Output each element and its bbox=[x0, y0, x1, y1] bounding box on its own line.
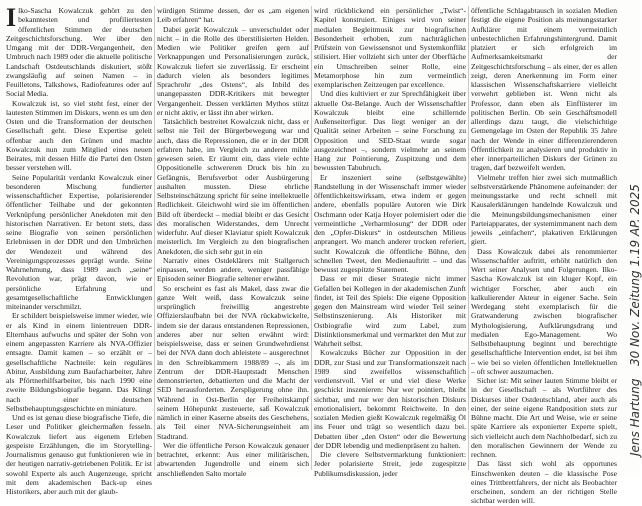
annotation-date: 30 Nov. Zeitung 1.19 AP. 2025 bbox=[628, 184, 642, 366]
article-paragraph: Dass er mit dieser Strategie nicht immer Gefallen bei Kollegen in der akademischen Zunft findet, ist Teil des Spiels: Die eigene Opposition gegen den Mainstream wird wieder Teil seiner Selbstinszenierung. Als Historiker mit Ostbiografie wird zum Label, zum Distinktionsmerkmal und vermarktet den Mut zur Wahrheit selbst. bbox=[314, 274, 466, 348]
drop-cap: I bbox=[6, 3, 17, 32]
handwritten-annotation bbox=[618, 16, 642, 456]
annotation-author: Jens Hartung bbox=[628, 378, 642, 456]
article-column-4 bbox=[471, 6, 617, 506]
article-paragraph: Seine Popularität verdankt Kowalczuk einer besonderen Mischung fundierter wissenschaftlicher Expertise, polarisierender öffentlicher Teilhabe und der gekonnten Verknüpfung persönlicher Anekdoten mit den historischen Narrativen. Er betont stets, dass seine Biografie von seinen persönlichen Erlebnissen in der DDR und den Umbrüchen der Wendezeit und während des Vereinigungsprozesses geprägt wurde. Seine Wahrnehmung, dass 1989 auch „seine“ Revolution war, prägt davon, wie er persönliche Erfahrung und gesamtgesellschaftliche Entwicklungen miteinander verschmilzt. bbox=[6, 172, 152, 311]
article-paragraph: Die clevere Selbstvermarktung funktioniert: Jeder polarisierte Streit, jede zugespitzte Publikumsdiskussion, jeder bbox=[314, 450, 466, 478]
article-paragraph: Tatsächlich bestreitet Kowalczuk nicht, dass er selbst nie Teil der Bürgerbewegung war und auch, dass die Repressionen, die er in der DDR erfahren habe, im Vergleich zu anderen milde gewesen seien. Er räumt ein, dass viele echte Oppositionelle schwereren Druck bis hin zu Gefängnis, Berufsverbot oder Ausbürgerung aushalten mussten. Diese ehrliche Selbsteinschätzung spricht für seine intellektuelle Redlichkeit. Gleichwohl wird sie im öffentlichen Bild oft überdeckt – medial bleibt er das Gesicht des moralischen Widerstandes, dem Unrecht widerfuhr. Auf dieser Klaviatur spielt Kowalczuk meisterlich. Im Vergleich zu den biografischen Anekdoten, die sich sehr gut in ein bbox=[157, 117, 309, 256]
article-paragraph: Ilko-Sascha Kowalczuk gehört zu den bekanntesten und profiliertesten öffentlichen Stimmen der deutschen Zeitgeschichtsforschung. Wer über den Umgang mit der DDR-Vergangenheit, den Umbruch nach 1989 oder die aktuelle politische Landschaft Ostdeutschlands diskutiert, stößt zwangsläufig auf seinen Namen – in Feuilletons, Talkshows, Radiofeatures oder auf Social Media. bbox=[6, 3, 152, 99]
column-divider bbox=[468, 6, 469, 470]
column-divider bbox=[311, 6, 312, 470]
column-divider bbox=[154, 6, 155, 470]
article-paragraph: öffentliche Schlagabtausch in sozialen Medien festigt die eigene Position als meinungsstarker Aufklärer mit einem vermeintlich unbestechlichen Erfahrungshintergrund. Damit platziert er sich erfolgreich im Aufmerksamkeitsmarkt der Zeitgeschichtsforschung – als einer, der es allen zeigt, deren Anerkennung im Form einer klassischen Wissenschaftskarriere vielleicht verwehrt geblieben ist. Wenn nicht als Professor, dann eben als Einflüsterer im politischen Berlin. Ob sein Geschäftsmodell allerdings dazu taugt, die vielschichtige Gemengelage im Osten der Republik 35 Jahre nach der Wende in einer differenzierenderen Öffentlichkeit zu analysieren und produktiv in eher innerparteilichen Diskurs der Grünen zu tragen, darf bezweifelt werden. bbox=[471, 6, 617, 173]
article-paragraph: Er schildert beispielsweise immer wieder, wie er als Kind in einem linientreuen DDR-Elternhaus aufwuchs und später der Sohn von einem angepassten Karriere als NVA-Offizier entsagte. Damit kamen – so erzählt er – gesellschaftliche Nachteile: kein reguläres Abitur, Ausbildung zum Baufacharbeiter, Jahre als Pförtnerhilfsarbeiter, bis nach 1990 eine zweite Bildungsbiografie begann. Das Klingt nach einer deutschen Selbstbehauptungsgeschichte en miniature. bbox=[6, 311, 152, 413]
article-paragraph: Sicher ist: Mit seiner lauten Stimme bleibt er in der Gesellschaft – als Wortführer des Diskurses über Ostdeutschland, aber auch als einer, der seine eigene Randposition stets zur Bühne macht. Die Art und Weise, wie er seine späte Karriere als exponierter Experte spielt, sich vielleicht auch dem Nachholbedarf, sich zu den moralischen Gewinnern der Wende zu rechnen. bbox=[471, 376, 617, 459]
article-paragraph: wird rückblickend ein persönlicher „Twist“-Kapitel konstruiert. Einiges wird von seiner medialen Begleitmusik zur biografischen Besonderheit erhoben, zum nachträglichen Prüfstein von Gewissensnot und Systemkonflikt stilisiert. Hier vollzieht sich unter der Oberfläche ein Umschreiben seiner Rolle, eine Metamorphose hin zum vermeintlich exemplarischen Zeitzeugen par excellence. bbox=[314, 6, 466, 89]
article-paragraph: Das lässt sich wohl als opportunes Einschwenken deuten – die klassische Pose eines Trittbrettfahrers, der nicht als Beobachter erscheinen, sondern an der richtigen Stelle sichtbar werden will. bbox=[471, 459, 617, 506]
article-column-1 bbox=[6, 3, 152, 496]
article-paragraph: Und es ist genau diese biografische Tiefe, die Leser und Politiker gleichermaßen fesseln. Kowalczuk liefert aus eigenem Erleben gespeiste Erzählungen, die im Storytelling-Journalismus genauso gut funktionieren wie in der heutigen narrativ-getriebenen Politik. Er ist sowohl Experte als auch Augenzeuge, spricht mit dem akademischen Back-up eines Historikers, aber auch mit der glaub- bbox=[6, 413, 152, 496]
article-column-2 bbox=[157, 6, 309, 478]
article-paragraph: Kowalczuk ist, so viel steht fest, einer der lautesten Stimmen im Diskurs, wenn es um den Osten und die Transformation der deutschen Gesellschaft geht. Diese Expertise geleit offenbar auch den Grünen und machte Kowalczuk nun zum Mitglied eines neuen Beirates, mit dessen Hilfe die Partei den Osten besser verstehen will. bbox=[6, 98, 152, 173]
article-paragraph: Narrativ eines Ostdeklärers mit Stallgeruch einpassen, werden andere, weniger passfähige Episoden seiner Biografie seltener erwähnt. bbox=[157, 255, 309, 284]
article-column-3 bbox=[314, 6, 466, 478]
article-paragraph: Vielmehr treffen hier zwei sich mutmaßlich selbstverstärkende Phänomene aufeinander: der meinungsstarke und recht schnell mit Kausalerklärungen handelnde Kowalczuk und die Meinungsbildungsmechanismen einer Parteiapparates, der systemimmanent nach dem jeweils „einfachen“, plakativen Erklärungen giert. bbox=[471, 172, 617, 247]
article-paragraph: Kowalczuks Bücher zur Opposition in der DDR, zur Stasi und zur Transformationszeit nach 1989 sind zweifellos wissenschaftlich verdienstvoll. Viel er und viel diese Werke geschickt inszenieren: Nur wer pointiert, bleibt sichtbar, und nur wer den historischen Diskurs emotionalisiert, bekommt Reichweite. In den sozialen Medien gießt Kowalczuk regelmäßig Öl ins Feuer und trägt so wesentlich dazu bei. Debatten über „den Osten“ oder die Bewertung der DDR lebendig und medienpräsent zu halten. bbox=[314, 348, 466, 450]
article-paragraph: So erscheint es fast als Makel, dass zwar die ganze Welt weiß, dass Kowalczuk seine ursprünglich freiwillig angestrebte Offizierslaufbahn bei der NVA rückabwickelte, indem sie der daraus entstandenen Repressionen, anderes aber nur selten erwähnt wird: beispielsweise, dass er seinen Grundwehrdienst bei der NVA dann doch ableistete – ausgerechnet in den Schreibkammern 1988/89 –, als im Zentrum der DDR-Hauptstadt Menschen demonstrierten, debattierten und die Macht der SED herausforderten. Zerspligerung ohne ihn. Während in Ost-Berlin der Freiheitskampf seinem Höhepunkt zusteuerte, saß Kowalczuk nämlich in einer Kaserne abseits des Geschehens, als Teil einer NVA-Sicherungseinheit am Stadtrand. bbox=[157, 283, 309, 441]
article-paragraph: Wer die öffentliche Person Kowalczuk genauer betrachtet, erkennt: Aus einer militärischen, abwartenden Jugendrolle und einem sich anschließenden Salto mortale bbox=[157, 440, 309, 478]
article-paragraph: Dabei gerät Kowalczuk – unverschuldet oder nicht – in die Rolle des überstilisierten Helden. Medien wie Politiker greifen gern auf Verknappungen und Personalisierungen zurück, Kowalczuk liefert sie zuverlässig. Er erscheint dadurch vielen als besonders legitimes Sprachrohr „des Ostens“, als Inbild des unangepassten DDR-Kritikers mit bewegter Vergangenheit. Dessen verklärten Mythos stützt er nicht aktiv, er lässt ihn aber wirken. bbox=[157, 24, 309, 117]
article-paragraph: Und dies kultiviert er zur Sprechfähigkeit über aktuelle Ost-Belange. Auch der Wissenschaftler Kowalczuk bleibt eine schillernde Außenseiterfigur. Das liegt weniger an der Qualität seiner Arbeiten – seine Forschung zu Opposition und SED-Staat wurde sogar ausgezeichnet –, sondern vielmehr an seinem Hang zur Pointierung, Zuspitzung und dem bewussten Tabubruch. bbox=[314, 89, 466, 173]
article-paragraph: Dass Kowalczuk dabei als renommierter Wissenschaftler auftritt, erhöht natürlich den Wert seiner Analysen und Folgerungen. Ilko-Sascha Kowalczuk ist ein kluger Kopf, ein wichtiger Forscher, aber auch ein kalkulierender Akteur in eigener Sache. Sein Werdegang steht exemplarisch für die Gratwanderung zwischen biografischer Mythologisierung, Aufklärungsdrang und medialen Ego-Management. Wo Selbstbehauptung beginnt und berechtigte gesellschaftliche Intervention endet, ist bei ihm – wie bei so vielen öffentlichen Intellektuellen – oft schwer auszumachen. bbox=[471, 246, 617, 376]
article-paragraph: Er inszeniert seine (selbstgewählte) Randstellung in der Wissenschaft immer wieder öffentlichkeitswirksam, etwa indem er gegen andere, ebenfalls populäre Autoren wie Dirk Oschmann oder Katja Hoyer polemisiert oder die vermeintliche „Verharmlosung“ der DDR oder den „Opfer-Diskurs“ in ostdeutschen Milieus anprangert. Wo manch anderer trocken referiert, sucht Kowalczuk die öffentliche Bühne, den schnellen Tweet, den Medienauftritt – und das bewusst zugespitzte Statement. bbox=[314, 172, 466, 274]
article-paragraph: würdigen Stimme dessen, der es „am eigenen Leib erfahren“ hat. bbox=[157, 6, 309, 25]
